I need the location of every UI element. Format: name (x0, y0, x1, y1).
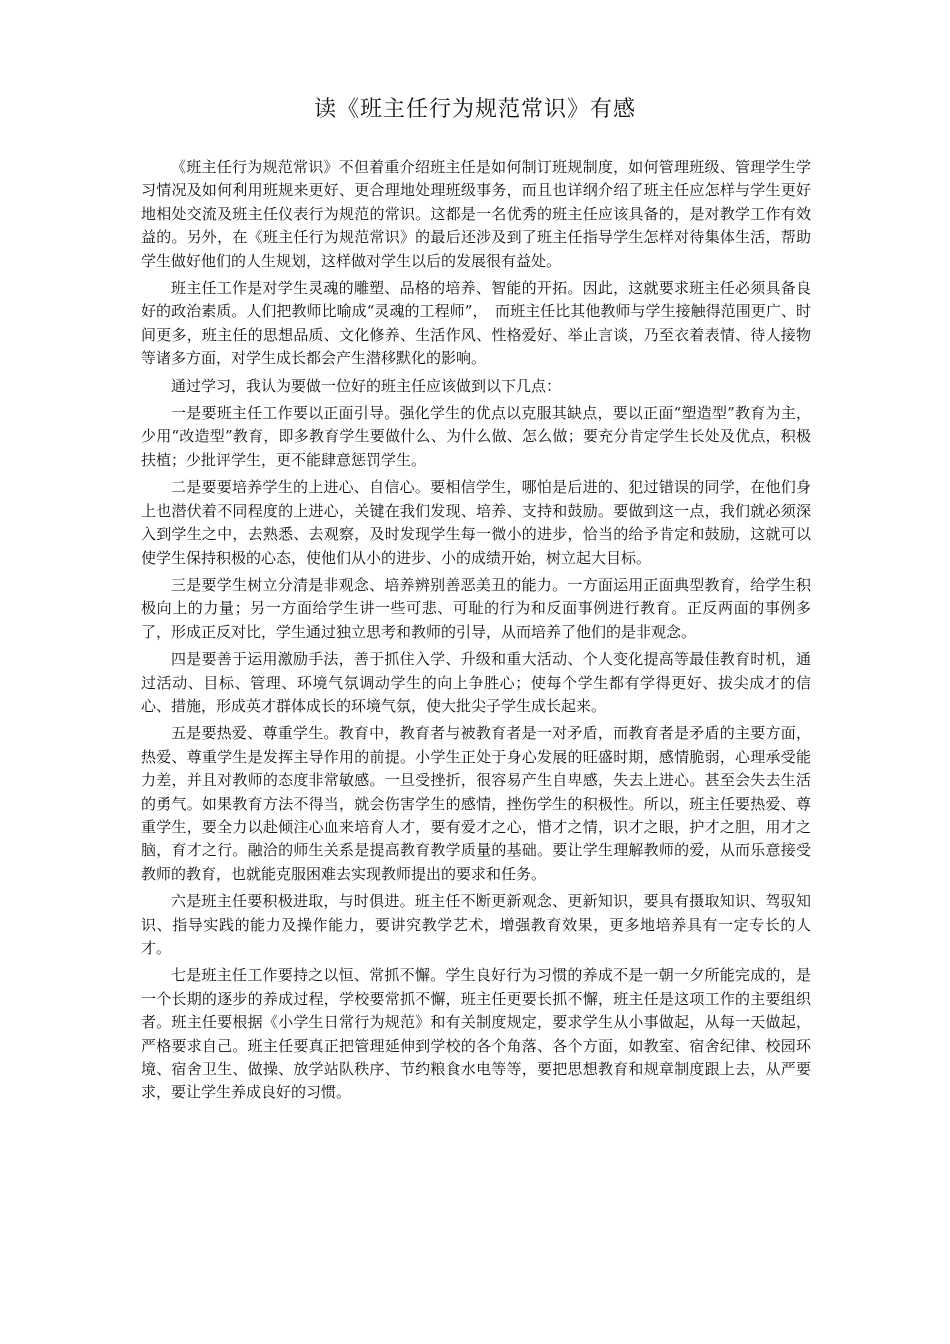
paragraph-political-quality: 班主任工作是对学生灵魂的雕塑、品格的培养、智能的开拓。因此，这就要求班主任必须具备良好的政治素质。人们把教师比喻成“灵魂的工程师”， 而班主任比其他教师与学生接触得范围更广、时间更多，班主任的思想品质、文化修养、生活作风、性格爱好、举止言谈，乃至衣着表情、待人接物等诸多方面，对学生成长都会产生潜移默化的影响。 (141, 279, 811, 368)
paragraph-point-1: 一是要班主任工作要以正面引导。强化学生的优点以克服其缺点，要以正面“塑造型”教育为主，少用“改造型”教育，即多教育学生要做什么、为什么做、怎么做；要充分肯定学生长处及优点，积极扶植；少批评学生，更不能肆意惩罚学生。 (141, 404, 811, 469)
paragraph-point-5: 五是要热爱、尊重学生。教育中，教育者与被教育者是一对矛盾，而教育者是矛盾的主要方面，热爱、尊重学生是发挥主导作用的前提。小学生正处于身心发展的旺盛时期，感情脆弱，心理承受能力差，并且对教师的态度非常敏感。一旦受挫折，很容易产生自卑感，失去上进心。甚至会失去生活的勇气。如果教育方法不得当，就会伤害学生的感情，挫伤学生的积极性。所以，班主任要热爱、尊重学生，要全力以赴倾注心血来培育人才，要有爱才之心，惜才之情，识才之眼，护才之胆，用才之脑，育才之行。融洽的师生关系是提高教育教学质量的基础。要让学生理解教师的爱，从而乐意接受教师的教育，也就能克服困难去实现教师提出的要求和任务。 (141, 724, 811, 883)
document-body (141, 156, 811, 1109)
paragraph-intro: 《班主任行为规范常识》不但着重介绍班主任是如何制订班规制度，如何管理班级、管理学生学习情况及如何利用班规来更好、更合理地处理班级事务，而且也详纲介绍了班主任应怎样与学生更好地相处交流及班主任仪表行为规范的常识。这都是一名优秀的班主任应该具备的，是对教学工作有效益的。另外，在《班主任行为规范常识》的最后还涉及到了班主任指导学生怎样对待集体生活，帮助学生做好他们的人生规划，这样做对学生以后的发展很有益处。 (141, 158, 811, 270)
paragraph-point-3: 三是要学生树立分清是非观念、培养辨别善恶美丑的能力。一方面运用正面典型教育，给学生积极向上的力量；另一方面给学生讲一些可悲、可耻的行为和反面事例进行教育。正反两面的事例多了，形成正反对比，学生通过独立思考和教师的引导，从而培养了他们的是非观念。 (141, 575, 811, 641)
paragraph-point-7: 七是班主任工作要持之以恒、常抓不懈。学生良好行为习惯的养成不是一朝一夕所能完成的，是一个长期的逐步的养成过程，学校要常抓不懈，班主任更要长抓不懈，班主任是这项工作的主要组织者。班主任要根据《小学生日常行为规范》和有关制度规定，要求学生从小事做起，从每一天做起，严格要求自己。班主任要真正把管理延伸到学校的各个角落、各个方面，如教室、宿舍纪律、校园环境、宿舍卫生、做操、放学站队秩序、节约粮食水电等等，要把思想教育和规章制度跟上去，从严要求，要让学生养成良好的习惯。 (141, 966, 811, 1102)
paragraph-point-4: 四是要善于运用激励手法，善于抓住入学、升级和重大活动、个人变化提高等最佳教育时机，通过活动、目标、管理、环境气氛调动学生的向上争胜心；使每个学生都有学得更好、拔尖成才的信心、措施，形成英才群体成长的环境气氛，使大批尖子学生成长起来。 (141, 650, 811, 715)
document-title: 读《班主任行为规范常识》有感 (313, 97, 636, 122)
paragraph-point-6: 六是班主任要积极进取，与时俱进。班主任不断更新观念、更新知识，要具有摄取知识、驾驭知识、指导实践的能力及操作能力，要讲究教学艺术，增强教育效果，更多地培养具有一定专长的人才。 (141, 892, 811, 957)
paragraph-points-intro: 通过学习，我认为要做一位好的班主任应该做到以下几点： (171, 376, 562, 395)
paragraph-point-2: 二是要要培养学生的上进心、自信心。要相信学生，哪怕是后进的、犯过错误的同学，在他们身上也潜伏着不同程度的上进心，关键在我们发现、培养、支持和鼓励。要做到这一点，我们就必须深入到学生之中，去熟悉、去观察，及时发现学生每一微小的进步，恰当的给予肯定和鼓励，这就可以使学生保持积极的心态，使他们从小的进步、小的成绩开始，树立起大目标。 (141, 478, 811, 567)
